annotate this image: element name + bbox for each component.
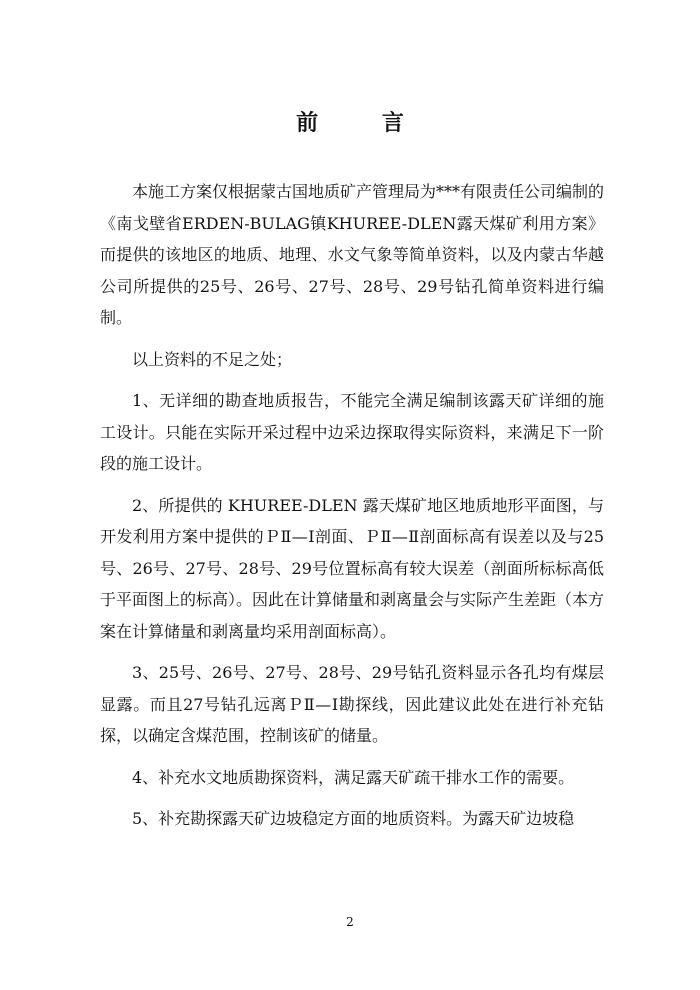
paragraph-item-1: 1、无详细的勘查地质报告，不能完全满足编制该露天矿详细的施工设计。只能在实际开采过程中边采边探取得实际资料，来满足下一阶段的施工设计。 (100, 391, 604, 473)
body-text (100, 176, 604, 845)
page-title: 前 言 (296, 110, 432, 136)
paragraph-shortcomings-heading: 以上资料的不足之处； (132, 349, 293, 369)
paragraph-item-5: 5、补充勘探露天矿边坡稳定方面的地质资料。为露天矿边坡稳 (132, 809, 575, 828)
paragraph-intro: 本施工方案仅根据蒙古国地质矿产管理局为***有限责任公司编制的《南戈壁省ERDEN-BULAG镇KHUREE-DLEN露天煤矿利用方案》而提供的该地区的地质、地理、水文气象等简单资料，以及内蒙古华越公司所提供的25号、26号、27号、28号、29号钻孔简单资料进行编制。 (100, 182, 605, 327)
paragraph-item-2: 2、所提供的 KHUREE-DLEN 露天煤矿地区地质地形平面图，与开发利用方案中提供的ＰⅡ—Ⅰ剖面、ＰⅡ—Ⅱ剖面标高有误差以及与25号、26号、27号、28号、29号位置标高有较大误差（剖面所标标高低于平面图上的标高）。因此在计算储量和剥离量会与实际产生差距（本方案在计算储量和剥离量均采用剖面标高）。 (100, 495, 605, 641)
paragraph-item-4: 4、补充水文地质勘探资料，满足露天矿疏干排水工作的需要。 (132, 767, 575, 787)
page-number: 2 (346, 915, 354, 929)
paragraph-item-3: 3、25号、26号、27号、28号、29号钻孔资料显示各孔均有煤层显露。而且27号钻孔远离ＰⅡ—Ⅰ勘探线，因此建议此处在进行补充钻探，以确定含煤范围，控制该矿的储量。 (100, 663, 604, 745)
